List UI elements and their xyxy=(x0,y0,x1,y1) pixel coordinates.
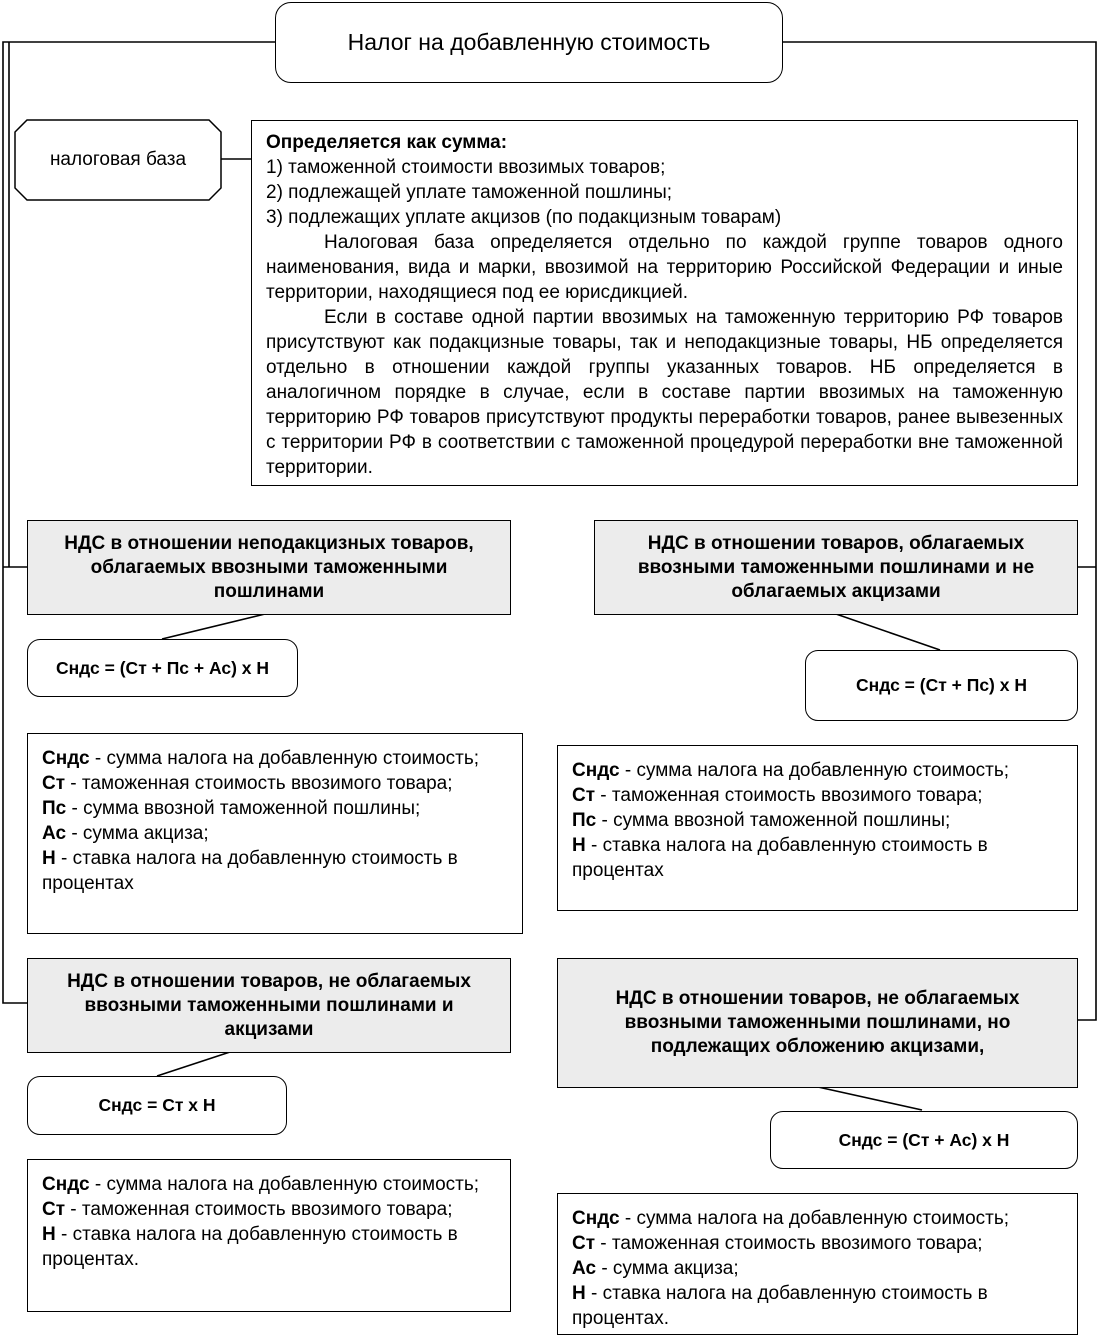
tax-base-paragraph-2: Если в составе одной партии ввозимых на таможенную территорию РФ товаров присутствуют как подакцизные товары, так и неподакцизные товары, НБ определяется отдельно в отношении каждой группы указанных товаров. НБ определяется в аналогичном порядке в случае, если в составе партии ввозимых на таможенную территорию РФ товаров присутствуют продукты переработки товаров, ранее вывезенных с территории РФ в соответствии с таможенной процедурой переработки вне таможенной территории. xyxy=(266,307,1063,478)
legend-item xyxy=(42,1197,496,1222)
legend-term: Пс xyxy=(42,798,67,819)
tax-base-item: 1) таможенной стоимости ввозимых товаров; xyxy=(266,157,666,178)
case2-header-text: НДС в отношении товаров, облагаемых ввозными таможенными пошлинами и не облагаемых акцизами xyxy=(637,532,1035,602)
tax-base-node xyxy=(14,119,222,201)
case3-header-text: НДС в отношении товаров, не облагаемых ввозными таможенными пошлинами и акцизами xyxy=(67,970,471,1040)
legend-def: - ставка налога на добавленную стоимость в процентах xyxy=(42,848,458,894)
legend-term: Н xyxy=(42,1224,56,1245)
link-case2 xyxy=(836,614,940,650)
legend-term: Ас xyxy=(572,1258,597,1279)
legend-item xyxy=(42,846,508,896)
legend-item xyxy=(572,808,1063,833)
legend-def: - сумма налога на добавленную стоимость; xyxy=(619,1208,1010,1229)
legend-term: Н xyxy=(42,848,56,869)
case4-formula: Сндс = (Ст + Ас) х Н xyxy=(838,1129,1010,1150)
legend-term: Ст xyxy=(42,773,66,794)
tax-base-heading: Определяется как сумма: xyxy=(266,132,508,153)
legend-term: Н xyxy=(572,835,586,856)
link-case4 xyxy=(818,1087,922,1110)
legend-item xyxy=(572,1231,1063,1256)
case1-header xyxy=(27,520,511,615)
diagram-title: Налог на добавленную стоимость xyxy=(347,29,711,55)
case2-header xyxy=(594,520,1078,615)
legend-item xyxy=(42,1222,496,1272)
legend-term: Сндс xyxy=(42,748,90,769)
link-case3 xyxy=(157,1052,230,1076)
link-case1 xyxy=(162,614,265,639)
case1-formula: Сндс = (Ст + Пс + Ас) х Н xyxy=(55,657,270,678)
case2-legend xyxy=(557,745,1078,911)
legend-item xyxy=(42,771,508,796)
legend-def: - сумма акциза; xyxy=(596,1258,739,1279)
legend-item xyxy=(572,833,1063,883)
legend-item xyxy=(42,821,508,846)
legend-item xyxy=(42,746,508,771)
legend-def: - таможенная стоимость ввозимого товара; xyxy=(595,785,983,806)
case4-formula-box xyxy=(770,1111,1078,1169)
legend-def: - таможенная стоимость ввозимого товара; xyxy=(595,1233,983,1254)
legend-def: - ставка налога на добавленную стоимость в процентах. xyxy=(572,1283,988,1329)
legend-term: Сндс xyxy=(42,1174,90,1195)
title-box xyxy=(275,2,783,83)
legend-item xyxy=(42,796,508,821)
case1-legend xyxy=(27,733,523,934)
legend-def: - ставка налога на добавленную стоимость в процентах. xyxy=(42,1224,458,1270)
legend-def: - сумма акциза; xyxy=(66,823,209,844)
case4-header xyxy=(557,958,1078,1088)
legend-term: Н xyxy=(572,1283,586,1304)
case1-formula-box xyxy=(27,639,298,697)
legend-item xyxy=(572,758,1063,783)
case3-legend xyxy=(27,1159,511,1312)
legend-term: Сндс xyxy=(572,760,620,781)
tax-base-item: 3) подлежащих уплате акцизов (по подакцизным товарам) xyxy=(266,207,782,228)
legend-def: - сумма ввозной таможенной пошлины; xyxy=(66,798,421,819)
case3-header xyxy=(27,958,511,1053)
legend-def: - таможенная стоимость ввозимого товара; xyxy=(65,773,453,794)
case4-legend xyxy=(557,1193,1078,1335)
legend-term: Ст xyxy=(42,1199,66,1220)
legend-def: - сумма налога на добавленную стоимость; xyxy=(89,748,480,769)
legend-def: - сумма налога на добавленную стоимость; xyxy=(89,1174,480,1195)
case4-header-text: НДС в отношении товаров, не облагаемых ввозными таможенными пошлинами, но подлежащих обложению акцизами, xyxy=(615,988,1020,1057)
legend-def: - таможенная стоимость ввозимого товара; xyxy=(65,1199,453,1220)
legend-def: - ставка налога на добавленную стоимость в процентах xyxy=(572,835,988,881)
tax-base-description xyxy=(251,120,1078,486)
legend-term: Ст xyxy=(572,1233,596,1254)
legend-item xyxy=(572,1206,1063,1231)
legend-def: - сумма налога на добавленную стоимость; xyxy=(619,760,1010,781)
case2-formula: Сндс = (Ст + Пс) х Н xyxy=(856,675,1027,695)
tax-base-label: налоговая база xyxy=(49,149,187,170)
legend-item xyxy=(572,1256,1063,1281)
legend-item xyxy=(572,783,1063,808)
legend-def: - сумма ввозной таможенной пошлины; xyxy=(596,810,951,831)
legend-item xyxy=(572,1281,1063,1331)
legend-term: Ст xyxy=(572,785,596,806)
tax-base-paragraph-1: Налоговая база определяется отдельно по каждой группе товаров одного наименования, вида и марки, ввозимой на территорию Российской Федерации и иные территории, находящиеся под ее юрисдикцией. xyxy=(266,232,1063,303)
legend-term: Пс xyxy=(572,810,597,831)
case1-header-text: НДС в отношении неподакцизных товаров, облагаемых ввозными таможенными пошлинами xyxy=(64,532,474,602)
legend-item xyxy=(42,1172,496,1197)
case3-formula-box xyxy=(27,1076,287,1135)
case2-formula-box xyxy=(805,650,1078,721)
legend-term: Ас xyxy=(42,823,67,844)
tax-base-item: 2) подлежащей уплате таможенной пошлины; xyxy=(266,182,673,203)
legend-term: Сндс xyxy=(572,1208,620,1229)
case3-formula: Сндс = Ст х Н xyxy=(98,1095,216,1115)
